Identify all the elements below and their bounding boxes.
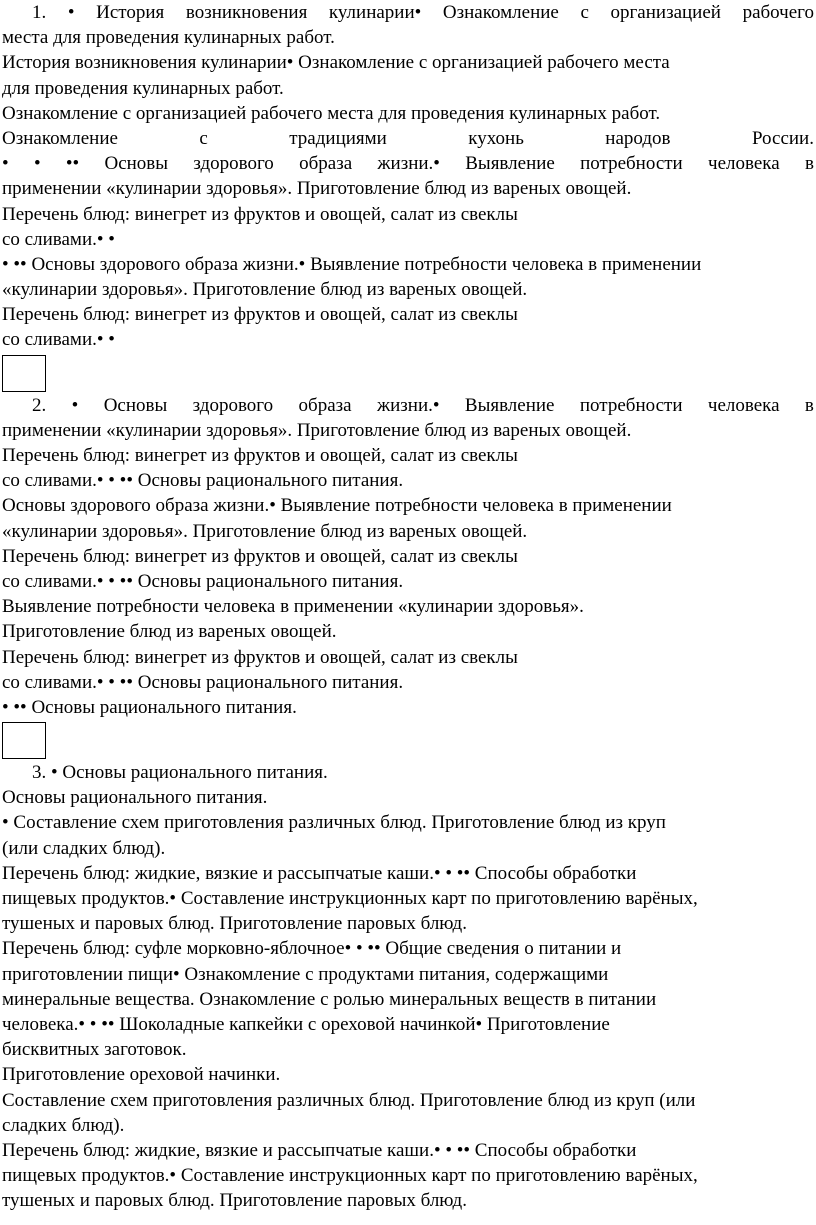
- text-line: «кулинарии здоровья». Приготовление блюд из вареных овощей.: [2, 279, 528, 301]
- text-line: со сливами.• • •• Основы рационального питания.: [2, 470, 404, 492]
- text-line: Перечень блюд: винегрет из фруктов и овощей, салат из свеклы: [2, 304, 518, 326]
- text-line: [2, 126, 814, 151]
- text-line: человека.• • •• Шоколадные капкейки с ореховой начинкой• Приготовление: [2, 1013, 610, 1035]
- word: жизни.•: [377, 153, 440, 175]
- text-line: Перечень блюд: винегрет из фруктов и овощей, салат из свеклы: [2, 646, 518, 668]
- text-line: сладких блюд).: [2, 1114, 125, 1136]
- word: Основы: [104, 153, 169, 175]
- text-line: тушеных и паровых блюд. Приготовление паровых блюд.: [2, 1190, 467, 1212]
- text-line: со сливами.• • •• Основы рационального питания.: [2, 671, 404, 693]
- text-line: Перечень блюд: винегрет из фруктов и овощей, салат из свеклы: [2, 203, 518, 225]
- text-line: Приготовление ореховой начинки.: [2, 1064, 281, 1086]
- text-line: Перечень блюд: винегрет из фруктов и овощей, салат из свеклы: [2, 445, 518, 466]
- word: образа: [298, 394, 352, 416]
- text-line: • •• Основы рационального питания.: [2, 696, 297, 718]
- word: с: [199, 127, 208, 149]
- word: кухонь: [468, 127, 524, 149]
- text-line: [2, 151, 814, 176]
- empty-box: [2, 355, 46, 392]
- text-line: Перечень блюд: жидкие, вязкие и рассыпчатые каши.• • •• Способы обработки: [2, 1139, 637, 1161]
- text-line: со сливами.• •: [2, 329, 115, 351]
- word: здорового: [192, 394, 274, 416]
- word: организацией: [610, 2, 721, 23]
- text-line: Основы рационального питания.: [2, 787, 268, 809]
- word: потребности: [579, 394, 683, 416]
- text-line: Выявление потребности человека в применении «кулинарии здоровья».: [2, 596, 584, 618]
- word: Выявление: [464, 394, 555, 416]
- text-line: места для проведения кулинарных работ.: [2, 27, 335, 49]
- text-line: Составление схем приготовления различных блюд. Приготовление блюд из круп (или: [2, 1089, 696, 1111]
- text-line: тушеных и паровых блюд. Приготовление паровых блюд.: [2, 913, 467, 935]
- document-body: [2, 0, 814, 1213]
- text-line: Приготовление блюд из вареных овощей.: [2, 621, 337, 643]
- word: 2.: [32, 394, 47, 416]
- text-line: «кулинарии здоровья». Приготовление блюд из вареных овощей.: [2, 520, 528, 542]
- word: в: [804, 394, 814, 416]
- word: •: [71, 394, 79, 416]
- word: рабочего: [742, 2, 814, 23]
- word: 1.: [32, 2, 47, 23]
- text-line: • •• Основы здорового образа жизни.• Выявление потребности человека в применении: [2, 253, 702, 275]
- word: образа: [299, 153, 353, 175]
- text-line: со сливами.• •: [2, 228, 115, 250]
- text-line: бисквитных заготовок.: [2, 1039, 187, 1061]
- text-line: • Составление схем приготовления различных блюд. Приготовление блюд из круп: [2, 812, 666, 834]
- word: кулинарии•: [328, 2, 422, 23]
- text-line: со сливами.• • •• Основы рационального питания.: [2, 570, 404, 592]
- text-line: Ознакомление с организацией рабочего места для проведения кулинарных работ.: [2, 102, 661, 124]
- word: возникновения: [185, 2, 308, 23]
- word: Выявление: [465, 153, 555, 175]
- word: •: [2, 153, 9, 175]
- text-line: пищевых продуктов.• Составление инструкционных карт по приготовлению варёных,: [2, 1165, 698, 1187]
- text-line: минеральные вещества. Ознакомление с ролью минеральных веществ в питании: [2, 988, 657, 1010]
- word: народов: [605, 127, 671, 149]
- text-line: для проведения кулинарных работ.: [2, 77, 284, 99]
- word: Ознакомление: [442, 2, 559, 23]
- word: здорового: [193, 153, 274, 175]
- text-line: приготовлении пищи• Ознакомление с продуктами питания, содержащими: [2, 963, 609, 985]
- word: человека: [707, 394, 780, 416]
- word: Основы: [103, 394, 168, 416]
- word: России.: [751, 127, 814, 149]
- text-line: [2, 393, 814, 418]
- word: с: [580, 2, 589, 23]
- word: традициями: [289, 127, 387, 149]
- word: •: [67, 2, 75, 23]
- text-line: Основы здорового образа жизни.• Выявление потребности человека в применении: [2, 495, 672, 517]
- text-line: (или сладких блюд).: [2, 837, 166, 859]
- text-line: Перечень блюд: винегрет из фруктов и овощей, салат из свеклы: [2, 545, 518, 567]
- text-line: применении «кулинарии здоровья». Приготовление блюд из вареных овощей.: [2, 419, 632, 441]
- word: в: [804, 153, 814, 175]
- text-line: [2, 0, 814, 25]
- text-line: 3. • Основы рационального питания.: [32, 762, 328, 784]
- word: жизни.•: [376, 394, 440, 416]
- empty-box: [2, 722, 46, 759]
- text-line: Перечень блюд: жидкие, вязкие и рассыпчатые каши.• • •• Способы обработки: [2, 862, 637, 884]
- word: История: [96, 2, 165, 23]
- text-line: пищевых продуктов.• Составление инструкционных карт по приготовлению варёных,: [2, 888, 698, 909]
- text-line: История возникновения кулинарии• Ознакомление с организацией рабочего места: [2, 52, 670, 74]
- word: ••: [65, 153, 80, 175]
- text-line: Перечень блюд: суфле морковно-яблочное• • •• Общие сведения о питании и: [2, 938, 622, 960]
- word: потребности: [580, 153, 683, 175]
- text-line: применении «кулинарии здоровья». Приготовление блюд из вареных овощей.: [2, 178, 632, 200]
- word: •: [33, 153, 41, 175]
- word: Ознакомление: [2, 127, 118, 149]
- word: человека: [708, 153, 780, 175]
